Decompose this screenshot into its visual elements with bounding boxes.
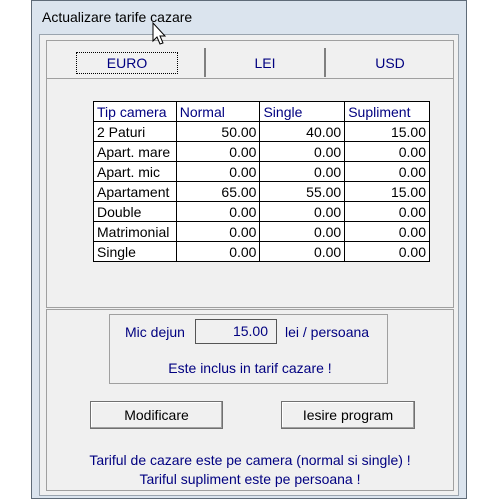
cell-normal[interactable]: 0.00 — [176, 242, 260, 262]
cell-single[interactable]: 0.00 — [260, 242, 345, 262]
tab-usd-label: USD — [375, 54, 405, 71]
cell-single[interactable]: 55.00 — [260, 182, 345, 202]
header-tip-camera: Tip camera — [94, 102, 177, 122]
dialog-client-area — [39, 34, 459, 496]
table-row — [94, 142, 430, 162]
rates-panel — [46, 40, 454, 308]
cell-room-type[interactable]: Single — [94, 242, 177, 262]
cell-room-type[interactable]: Double — [94, 202, 177, 222]
cell-normal[interactable]: 0.00 — [176, 202, 260, 222]
window-title: Actualizare tarife cazare — [42, 9, 193, 25]
breakfast-price-field[interactable]: 15.00 — [195, 319, 277, 344]
footer-note-supplement: Tariful supliment este pe persoana ! — [139, 471, 361, 487]
cell-single[interactable]: 0.00 — [260, 142, 345, 162]
cell-room-type[interactable]: 2 Paturi — [94, 122, 177, 142]
table-row — [94, 202, 430, 222]
table-row — [94, 162, 430, 182]
tab-separator — [47, 78, 453, 79]
cell-room-type[interactable]: Matrimonial — [94, 222, 177, 242]
header-single: Single — [260, 102, 345, 122]
cell-supliment[interactable]: 0.00 — [345, 142, 430, 162]
table-row — [94, 242, 430, 262]
cell-normal[interactable]: 50.00 — [176, 122, 260, 142]
tab-lei-label: LEI — [254, 54, 276, 71]
tab-euro[interactable] — [57, 48, 197, 77]
footer-note-rates: Tariful de cazare este pe camera (normal si single) ! — [89, 452, 411, 468]
table-row — [94, 182, 430, 202]
table-row — [94, 222, 430, 242]
header-supliment: Supliment — [345, 102, 430, 122]
mouse-cursor-icon — [152, 22, 168, 48]
cell-supliment[interactable]: 0.00 — [345, 162, 430, 182]
cell-single[interactable]: 0.00 — [260, 162, 345, 182]
cell-supliment[interactable]: 15.00 — [345, 122, 430, 142]
table-row — [94, 122, 430, 142]
cell-single[interactable]: 0.00 — [260, 202, 345, 222]
cell-supliment[interactable]: 15.00 — [345, 182, 430, 202]
cell-supliment[interactable]: 0.00 — [345, 202, 430, 222]
dialog-window — [31, 0, 467, 499]
breakfast-label: Mic dejun — [125, 324, 185, 340]
breakfast-unit: lei / persoana — [285, 324, 370, 340]
cell-room-type[interactable]: Apart. mic — [94, 162, 177, 182]
modify-button[interactable]: Modificare — [90, 401, 223, 429]
breakfast-note: Este inclus in tarif cazare ! — [168, 360, 332, 376]
exit-button[interactable]: Iesire program — [281, 401, 415, 429]
header-normal: Normal — [176, 102, 260, 122]
cell-normal[interactable]: 65.00 — [176, 182, 260, 202]
cell-room-type[interactable]: Apartament — [94, 182, 177, 202]
cell-supliment[interactable]: 0.00 — [345, 242, 430, 262]
cell-normal[interactable]: 0.00 — [176, 162, 260, 182]
cell-single[interactable]: 0.00 — [260, 222, 345, 242]
tab-euro-label: EURO — [77, 53, 177, 73]
cell-single[interactable]: 40.00 — [260, 122, 345, 142]
cell-supliment[interactable]: 0.00 — [345, 222, 430, 242]
tab-usd[interactable] — [329, 48, 451, 77]
table-header-row — [94, 102, 430, 122]
cell-room-type[interactable]: Apart. mare — [94, 142, 177, 162]
tab-lei[interactable] — [204, 48, 326, 77]
cell-normal[interactable]: 0.00 — [176, 142, 260, 162]
rates-table — [93, 101, 430, 262]
cell-normal[interactable]: 0.00 — [176, 222, 260, 242]
